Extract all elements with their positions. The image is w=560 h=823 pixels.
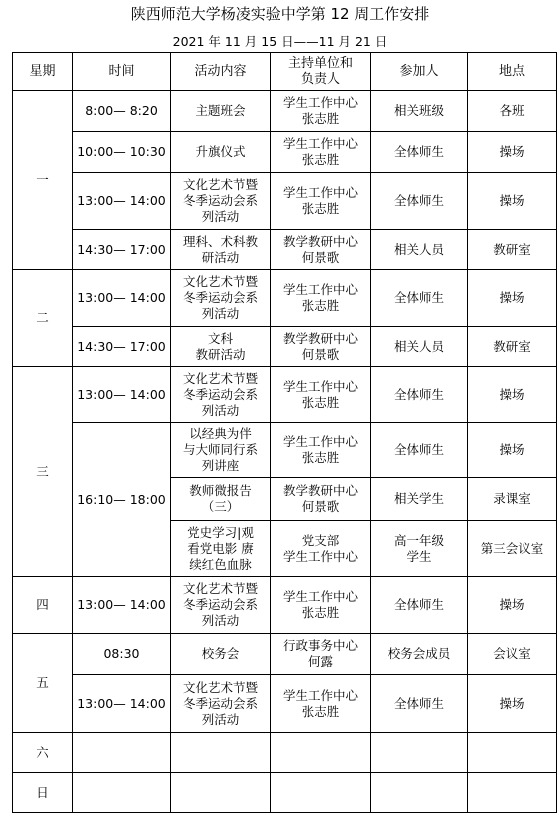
day-cell-fri: 五 (13, 634, 73, 733)
location-cell: 操场 (468, 367, 557, 423)
participants-cell: 全体师生 (371, 270, 468, 327)
activity-cell: 文化艺术节暨 冬季运动会系 列活动 (171, 270, 271, 327)
activity-cell: 主题班会 (171, 91, 271, 132)
time-cell: 08:30 (73, 634, 171, 675)
day-cell-tue: 二 (13, 270, 73, 367)
host-cell: 教学教研中心 何景歌 (271, 230, 371, 270)
time-cell: 13:00— 14:00 (73, 367, 171, 423)
table-row (13, 367, 557, 423)
day-cell-mon: 一 (13, 91, 73, 270)
empty-cell (171, 733, 271, 773)
table-row (13, 173, 557, 230)
table-row (13, 423, 557, 478)
table-row (13, 733, 557, 773)
table-row (13, 230, 557, 270)
header-time: 时间 (73, 53, 171, 91)
participants-cell: 相关班级 (371, 91, 468, 132)
activity-cell: 文化艺术节暨 冬季运动会系 列活动 (171, 675, 271, 733)
empty-cell (468, 733, 557, 773)
activity-cell: 理科、术科教 研活动 (171, 230, 271, 270)
time-cell: 8:00— 8:20 (73, 91, 171, 132)
location-cell: 各班 (468, 91, 557, 132)
header-row (13, 53, 557, 91)
table-row (13, 327, 557, 367)
host-cell: 学生工作中心 张志胜 (271, 675, 371, 733)
table-row (13, 773, 557, 813)
empty-cell (171, 773, 271, 813)
page-title: 陕西师范大学杨凌实验中学第 12 周工作安排 (130, 5, 430, 23)
participants-cell: 相关学生 (371, 478, 468, 521)
host-cell: 学生工作中心 张志胜 (271, 367, 371, 423)
participants-cell: 全体师生 (371, 423, 468, 478)
time-cell: 16:10— 18:00 (73, 423, 171, 577)
date-range: 2021 年 11 月 15 日——11 月 21 日 (172, 34, 388, 49)
host-cell: 学生工作中心 张志胜 (271, 270, 371, 327)
participants-cell: 相关人员 (371, 230, 468, 270)
table-row (13, 132, 557, 173)
location-cell: 操场 (468, 270, 557, 327)
empty-cell (371, 733, 468, 773)
participants-cell: 全体师生 (371, 577, 468, 634)
day-cell-thu: 四 (13, 577, 73, 634)
participants-cell: 全体师生 (371, 132, 468, 173)
activity-cell: 升旗仪式 (171, 132, 271, 173)
host-cell: 学生工作中心 张志胜 (271, 91, 371, 132)
empty-cell (271, 773, 371, 813)
participants-cell: 高一年级 学生 (371, 521, 468, 577)
time-cell: 14:30— 17:00 (73, 230, 171, 270)
participants-cell: 全体师生 (371, 675, 468, 733)
time-cell: 14:30— 17:00 (73, 327, 171, 367)
location-cell: 第三会议室 (468, 521, 557, 577)
host-cell: 学生工作中心 张志胜 (271, 173, 371, 230)
participants-cell: 校务会成员 (371, 634, 468, 675)
location-cell: 操场 (468, 132, 557, 173)
schedule-table (12, 52, 557, 813)
time-cell: 10:00— 10:30 (73, 132, 171, 173)
host-cell: 教学教研中心 何景歌 (271, 478, 371, 521)
time-cell: 13:00— 14:00 (73, 577, 171, 634)
location-cell: 操场 (468, 173, 557, 230)
host-cell: 学生工作中心 张志胜 (271, 577, 371, 634)
host-cell: 学生工作中心 张志胜 (271, 132, 371, 173)
location-cell: 会议室 (468, 634, 557, 675)
empty-cell (73, 733, 171, 773)
day-cell-wed: 三 (13, 367, 73, 577)
time-cell: 13:00— 14:00 (73, 173, 171, 230)
empty-cell (73, 773, 171, 813)
table-row (13, 91, 557, 132)
header-activity: 活动内容 (171, 53, 271, 91)
time-cell: 13:00— 14:00 (73, 675, 171, 733)
participants-cell: 相关人员 (371, 327, 468, 367)
location-cell: 教研室 (468, 230, 557, 270)
header-day: 星期 (13, 53, 73, 91)
activity-cell: 党史学习|观 看党电影 赓 续红色血脉 (171, 521, 271, 577)
empty-cell (371, 773, 468, 813)
day-cell-sun: 日 (13, 773, 73, 813)
table-row (13, 270, 557, 327)
location-cell: 操场 (468, 423, 557, 478)
day-cell-sat: 六 (13, 733, 73, 773)
participants-cell: 全体师生 (371, 173, 468, 230)
header-participants: 参加人 (371, 53, 468, 91)
activity-cell: 文科 教研活动 (171, 327, 271, 367)
participants-cell: 全体师生 (371, 367, 468, 423)
table-row (13, 634, 557, 675)
empty-cell (468, 773, 557, 813)
activity-cell: 校务会 (171, 634, 271, 675)
location-cell: 录课室 (468, 478, 557, 521)
activity-cell: 教师微报告 （三） (171, 478, 271, 521)
location-cell: 操场 (468, 675, 557, 733)
time-cell: 13:00— 14:00 (73, 270, 171, 327)
activity-cell: 文化艺术节暨 冬季运动会系 列活动 (171, 367, 271, 423)
activity-cell: 以经典为伴 与大师同行系 列讲座 (171, 423, 271, 478)
table-row (13, 675, 557, 733)
empty-cell (271, 733, 371, 773)
host-cell: 教学教研中心 何景歌 (271, 327, 371, 367)
location-cell: 操场 (468, 577, 557, 634)
table-row (13, 577, 557, 634)
activity-cell: 文化艺术节暨 冬季运动会系 列活动 (171, 173, 271, 230)
host-cell: 党支部 学生工作中心 (271, 521, 371, 577)
host-cell: 行政事务中心 何露 (271, 634, 371, 675)
header-host: 主持单位和 负责人 (271, 53, 371, 91)
activity-cell: 文化艺术节暨 冬季运动会系 列活动 (171, 577, 271, 634)
header-location: 地点 (468, 53, 557, 91)
location-cell: 教研室 (468, 327, 557, 367)
host-cell: 学生工作中心 张志胜 (271, 423, 371, 478)
